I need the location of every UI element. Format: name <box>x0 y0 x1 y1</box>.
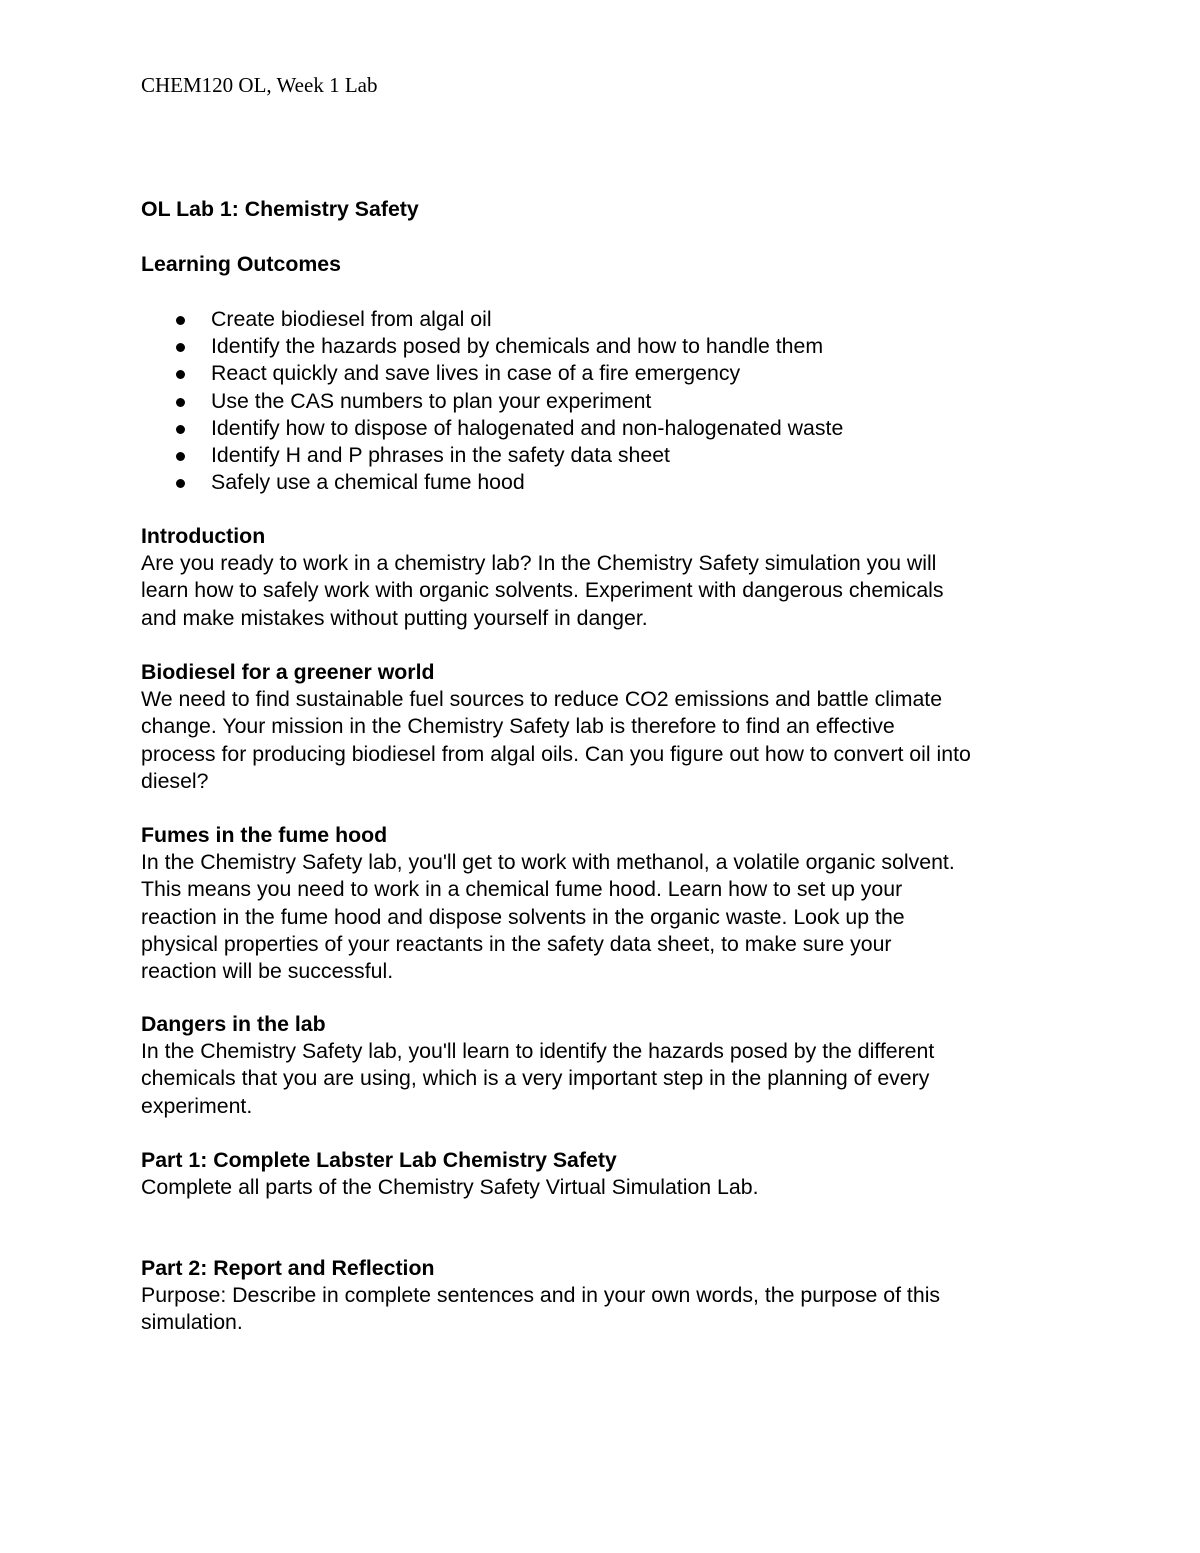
body-line: and make mistakes without putting yourself in danger. <box>141 605 648 630</box>
running-header: CHEM120 OL, Week 1 Lab <box>141 73 378 97</box>
body-line: reaction will be successful. <box>141 959 394 984</box>
section-part-2 <box>141 1255 1061 1337</box>
list-item <box>141 469 843 496</box>
body-line: This means you need to work in a chemical fume hood. Learn how to set up your <box>141 877 903 902</box>
list-item <box>141 306 843 333</box>
list-item <box>141 415 843 442</box>
bullet-icon <box>176 479 185 488</box>
bullet-icon <box>176 398 185 407</box>
body-line: change. Your mission in the Chemistry Safety lab is therefore to find an effective <box>141 714 895 739</box>
body-line: chemicals that you are using, which is a very important step in the planning of every <box>141 1066 930 1091</box>
outcome-text: Use the CAS numbers to plan your experiment <box>211 388 652 413</box>
body-line: Are you ready to work in a chemistry lab? In the Chemistry Safety simulation you will <box>141 551 937 576</box>
section-dangers <box>141 1011 1061 1120</box>
section-body <box>141 849 1061 985</box>
section-heading: Biodiesel for a greener world <box>141 660 435 684</box>
body-line: learn how to safely work with organic solvents. Experiment with dangerous chemicals <box>141 578 944 603</box>
outcome-text: Safely use a chemical fume hood <box>211 470 525 495</box>
body-line: experiment. <box>141 1093 253 1118</box>
body-line: reaction in the fume hood and dispose solvents in the organic waste. Look up the <box>141 904 905 929</box>
list-item <box>141 333 843 360</box>
bullet-icon <box>176 343 185 352</box>
outcome-text: Create biodiesel from algal oil <box>211 307 492 331</box>
body-line: In the Chemistry Safety lab, you'll learn to identify the hazards posed by the different <box>141 1039 935 1064</box>
body-line: diesel? <box>141 768 209 793</box>
section-fume-hood <box>141 822 1061 985</box>
body-line: physical properties of your reactants in the safety data sheet, to make sure your <box>141 931 892 956</box>
bullet-icon <box>176 316 185 325</box>
body-line: process for producing biodiesel from algal oils. Can you figure out how to convert oil into <box>141 741 971 766</box>
document-title: OL Lab 1: Chemistry Safety <box>141 197 419 221</box>
section-body <box>141 1282 1061 1336</box>
list-item <box>141 360 843 387</box>
section-body <box>141 686 1061 795</box>
outcome-text: Identify H and P phrases in the safety data sheet <box>211 443 670 468</box>
section-introduction <box>141 523 1061 632</box>
body-line: We need to find sustainable fuel sources to reduce CO2 emissions and battle climate <box>141 687 943 712</box>
list-item <box>141 442 843 469</box>
bullet-icon <box>176 452 185 461</box>
learning-outcomes-heading: Learning Outcomes <box>141 252 341 276</box>
section-body <box>141 1038 1061 1120</box>
section-heading: Dangers in the lab <box>141 1012 326 1036</box>
section-part-1 <box>141 1147 1061 1201</box>
learning-outcomes-list <box>141 306 843 496</box>
section-heading: Part 2: Report and Reflection <box>141 1256 435 1280</box>
outcome-text: Identify how to dispose of halogenated and non-halogenated waste <box>211 415 844 440</box>
section-heading: Introduction <box>141 524 266 548</box>
body-line: Purpose: Describe in complete sentences and in your own words, the purpose of this <box>141 1283 941 1308</box>
section-body <box>141 550 1061 632</box>
body-line: simulation. <box>141 1310 243 1335</box>
section-body <box>141 1174 1061 1201</box>
body-line: Complete all parts of the Chemistry Safety Virtual Simulation Lab. <box>141 1175 759 1200</box>
section-heading: Fumes in the fume hood <box>141 823 388 847</box>
outcome-text: React quickly and save lives in case of a fire emergency <box>211 361 741 386</box>
list-item <box>141 388 843 415</box>
body-line: In the Chemistry Safety lab, you'll get to work with methanol, a volatile organic solvent. <box>141 850 955 875</box>
bullet-icon <box>176 425 185 434</box>
bullet-icon <box>176 370 185 379</box>
section-biodiesel <box>141 659 1061 795</box>
section-heading: Part 1: Complete Labster Lab Chemistry Safety <box>141 1148 617 1172</box>
outcome-text: Identify the hazards posed by chemicals and how to handle them <box>211 334 824 359</box>
